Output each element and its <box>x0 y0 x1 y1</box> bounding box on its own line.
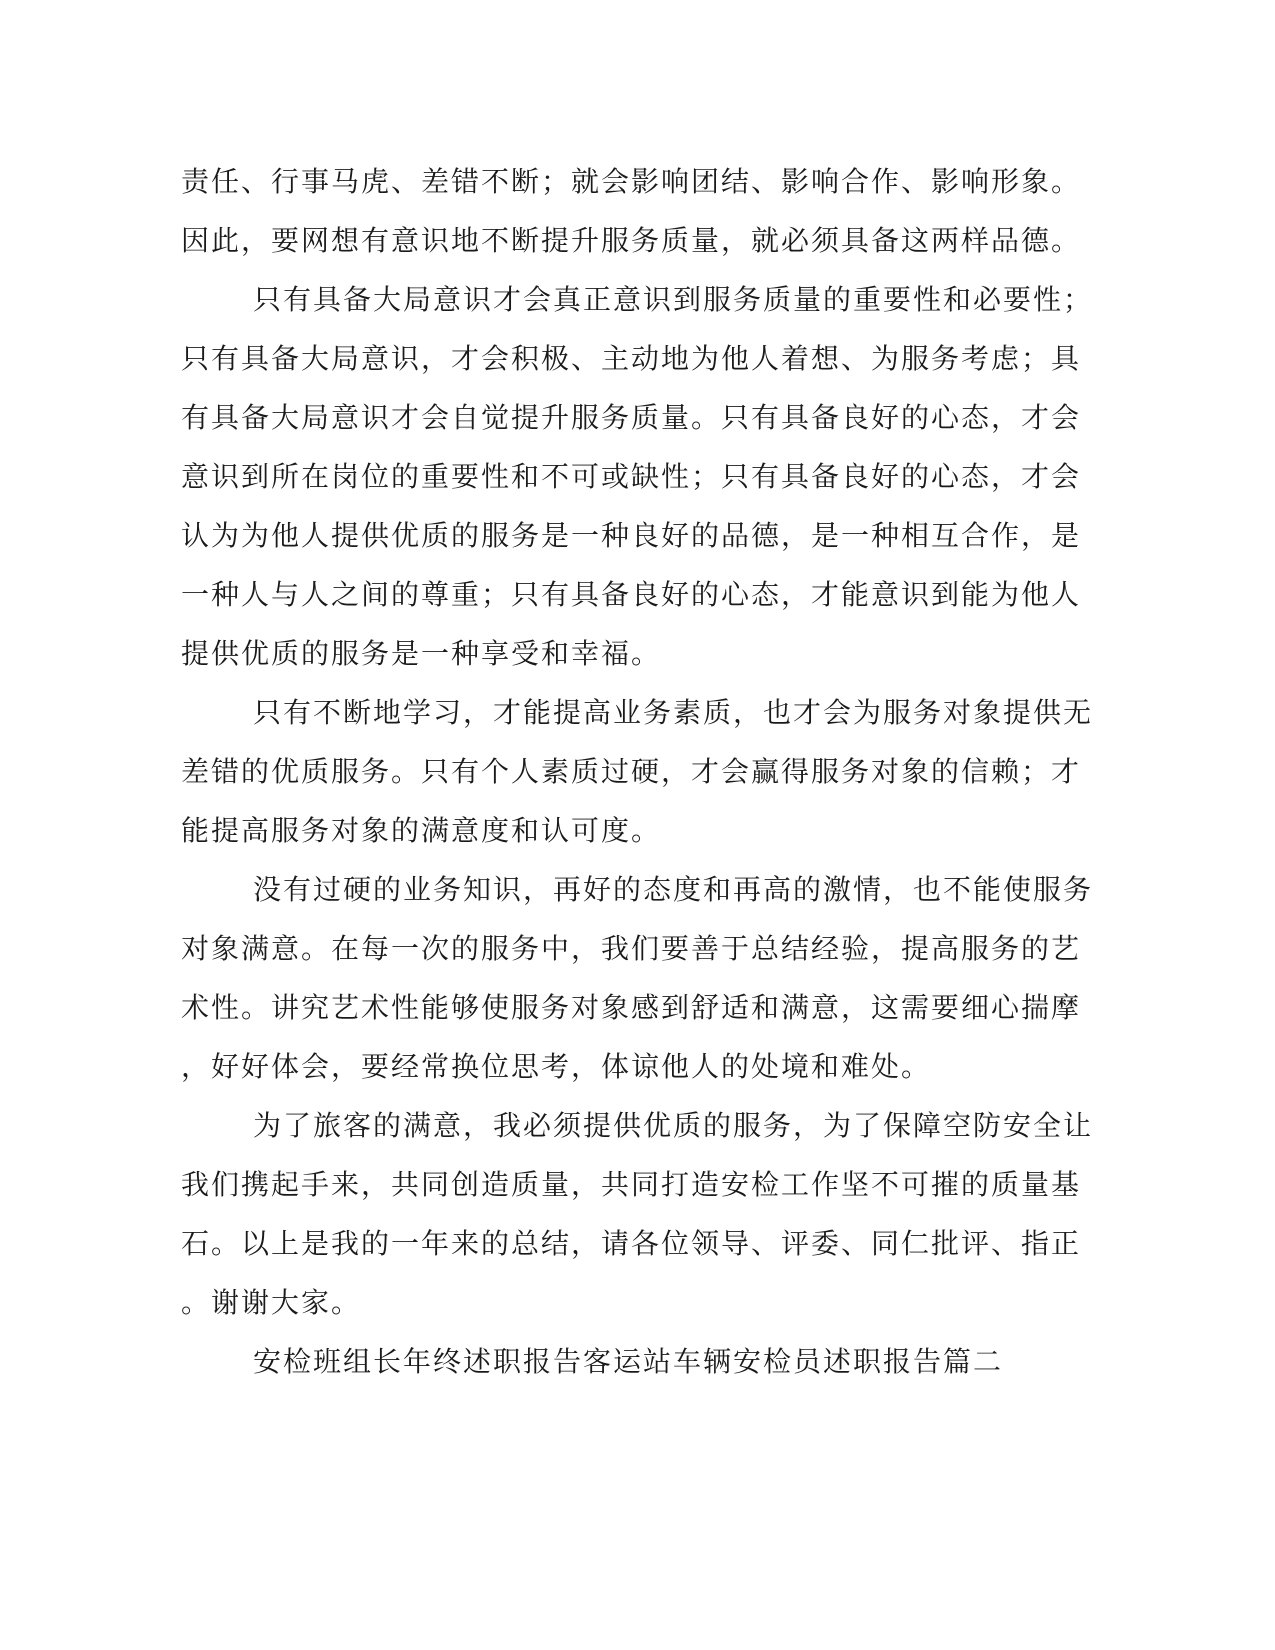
text-line: 对象满意。在每一次的服务中，我们要善于总结经验，提高服务的艺 <box>181 932 1082 965</box>
text-line: 没有过硬的业务知识，再好的态度和再高的激情，也不能使服务 <box>253 873 1094 906</box>
section-heading: 安检班组长年终述职报告客运站车辆安检员述职报告篇二 <box>253 1345 1004 1378</box>
text-line: 我们携起手来，共同创造质量，共同打造安检工作坚不可摧的质量基 <box>181 1168 1082 1201</box>
text-line: 能提高服务对象的满意度和认可度。 <box>181 814 662 847</box>
text-line: 责任、行事马虎、差错不断；就会影响团结、影响合作、影响形象。 <box>181 165 1082 198</box>
text-line: 差错的优质服务。只有个人素质过硬，才会赢得服务对象的信赖；才 <box>181 755 1082 788</box>
text-line: 提供优质的服务是一种享受和幸福。 <box>181 637 662 670</box>
text-line: 意识到所在岗位的重要性和不可或缺性；只有具备良好的心态，才会 <box>181 460 1082 493</box>
text-line: 石。以上是我的一年来的总结，请各位领导、评委、同仁批评、指正 <box>181 1227 1082 1260</box>
text-line: 只有不断地学习，才能提高业务素质，也才会为服务对象提供无 <box>253 696 1094 729</box>
text-line: ，好好体会，要经常换位思考，体谅他人的处境和难处。 <box>181 1050 932 1083</box>
text-line: 有具备大局意识才会自觉提升服务质量。只有具备良好的心态，才会 <box>181 401 1082 434</box>
text-line: 术性。讲究艺术性能够使服务对象感到舒适和满意，这需要细心揣摩 <box>181 991 1082 1024</box>
text-line: 只有具备大局意识才会真正意识到服务质量的重要性和必要性； <box>253 283 1094 316</box>
text-line: 为了旅客的满意，我必须提供优质的服务，为了保障空防安全让 <box>253 1109 1094 1142</box>
text-line: 。谢谢大家。 <box>181 1286 362 1319</box>
text-line: 因此，要网想有意识地不断提升服务质量，就必须具备这两样品德。 <box>181 224 1082 257</box>
text-line: 只有具备大局意识，才会积极、主动地为他人着想、为服务考虑；具 <box>181 342 1082 375</box>
text-line: 一种人与人之间的尊重；只有具备良好的心态，才能意识到能为他人 <box>181 578 1082 611</box>
text-line: 认为为他人提供优质的服务是一种良好的品德，是一种相互合作，是 <box>181 519 1082 552</box>
